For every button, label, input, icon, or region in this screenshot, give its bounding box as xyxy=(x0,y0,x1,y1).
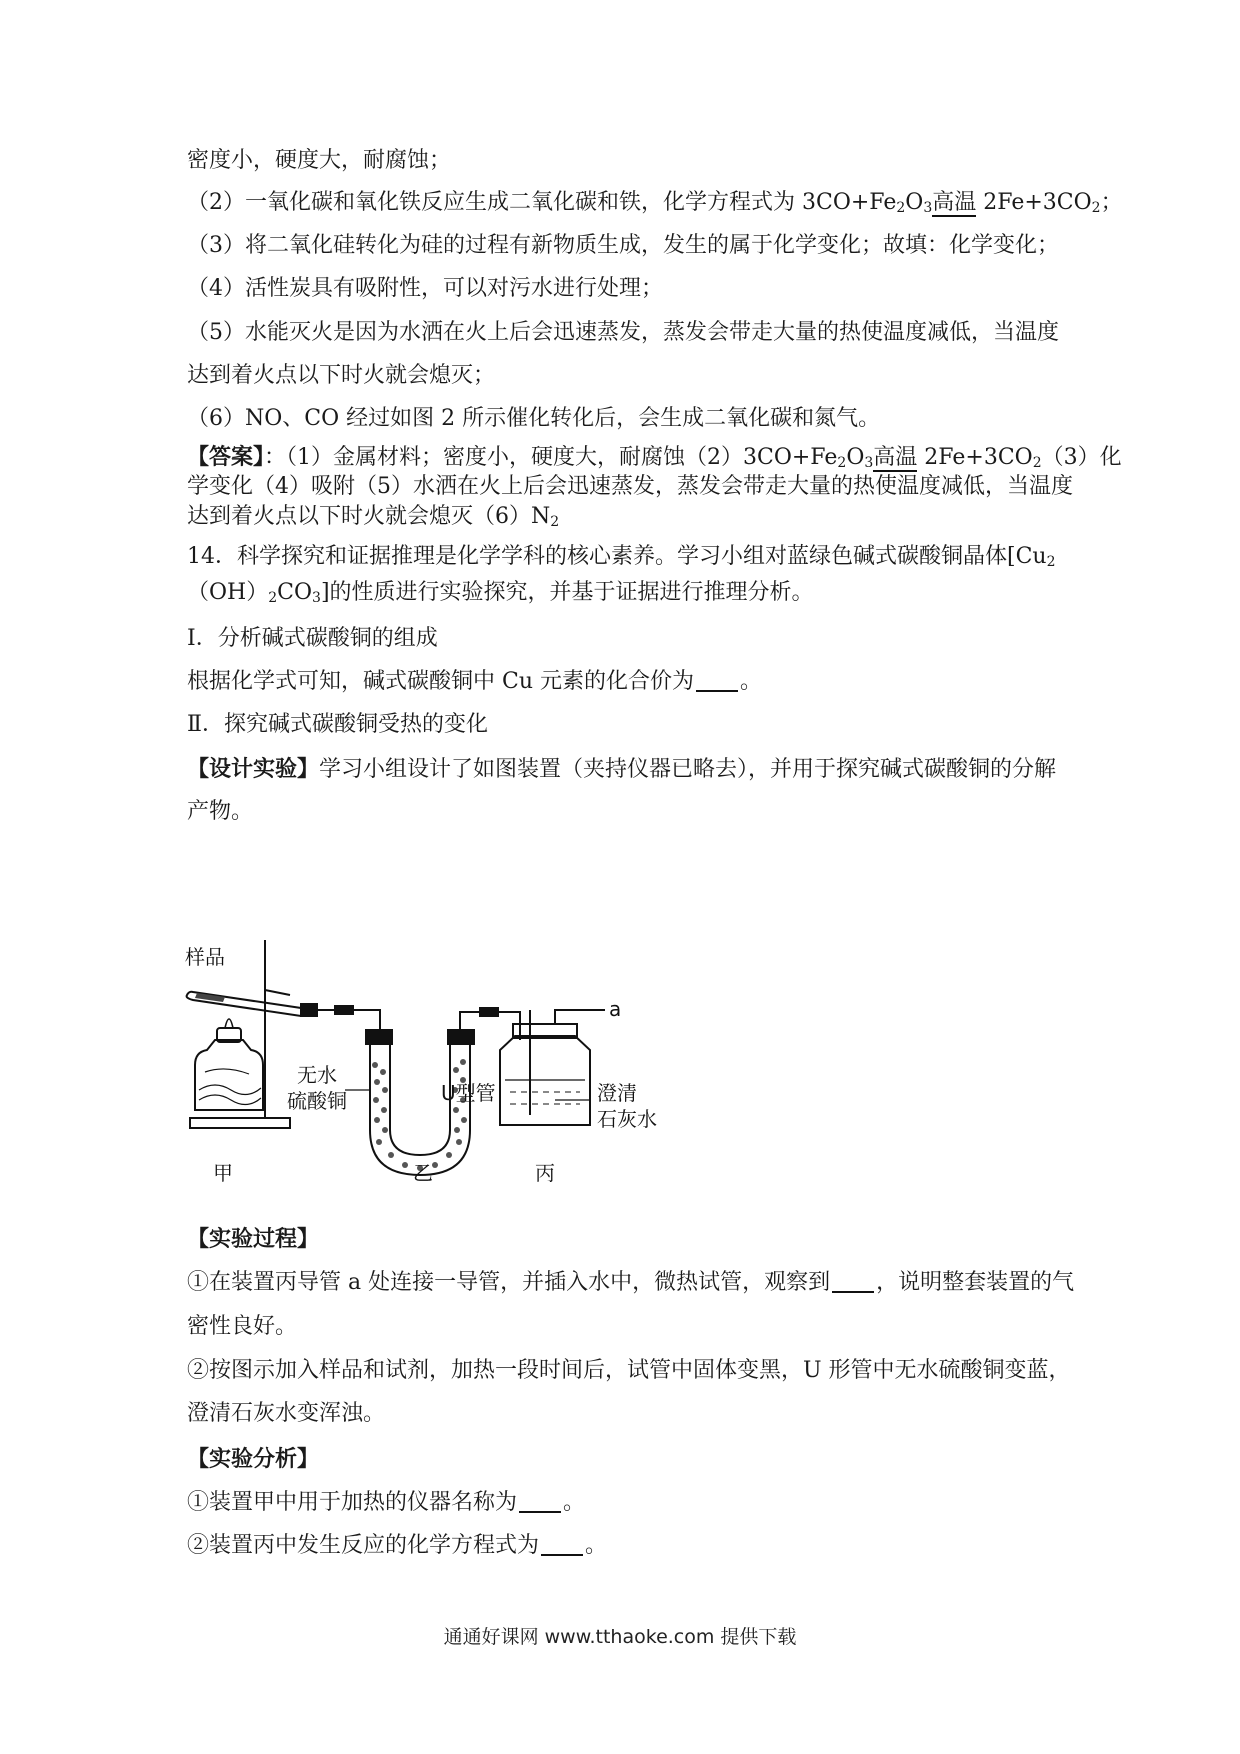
label-limewater: 石灰水 xyxy=(597,1107,657,1131)
text-line: 根据化学式可知，碱式碳酸铜中 Cu 元素的化合价为 。 xyxy=(187,669,763,694)
label-anhydrous: 无水 xyxy=(297,1063,337,1087)
reaction-condition: 高温 xyxy=(932,190,977,215)
label-bing: 丙 xyxy=(535,1161,555,1185)
label-sample: 样品 xyxy=(185,945,225,969)
label-port-a: a xyxy=(609,997,622,1021)
text-line: ②按图示加入样品和试剂，加热一段时间后，试管中固体变黑，U 形管中无水硫酸铜变蓝， xyxy=(187,1358,1071,1383)
answer-label: 【答案】 xyxy=(187,444,265,470)
text-line: 密性良好。 xyxy=(187,1314,298,1339)
section-heading: Ⅱ．探究碱式碳酸铜受热的变化 xyxy=(187,712,488,737)
text-line: （6）NO、CO 经过如图 2 所示催化转化后，会生成二氧化碳和氮气。 xyxy=(187,406,881,431)
text-line: （4）活性炭具有吸附性，可以对污水进行处理； xyxy=(187,276,663,301)
answer-blank xyxy=(832,1271,874,1293)
section-heading: I．分析碱式碳酸铜的组成 xyxy=(187,626,438,651)
answer-blank xyxy=(519,1491,561,1513)
label-u-tube: U型管 xyxy=(441,1081,496,1105)
text-line: （5）水能灭火是因为水洒在火上后会迅速蒸发，蒸发会带走大量的热使温度减低，当温度 xyxy=(187,320,1060,345)
label-jia: 甲 xyxy=(213,1161,233,1185)
text-line: （3）将二氧化硅转化为硅的过程有新物质生成，发生的属于化学变化；故填：化学变化； xyxy=(187,233,1060,258)
text-line: 达到着火点以下时火就会熄灭$(6)N_2$ xyxy=(187,504,560,530)
text-line: 【设计实验】学习小组设计了如图装置（夹持仪器已略去），并用于探究碱式碳酸铜的分解 xyxy=(187,756,1057,782)
text-line: $(OH)_2CO_3$]的性质进行实验探究，并基于证据进行推理分析。 xyxy=(187,580,814,606)
apparatus-figure xyxy=(185,940,715,1210)
text-line: 密度小，硬度大，耐腐蚀； xyxy=(187,148,452,173)
answer-blank xyxy=(541,1534,583,1556)
reaction-condition: 高温 xyxy=(873,445,918,470)
text-line: 澄清石灰水变浑浊。 xyxy=(187,1401,386,1426)
stand-base xyxy=(190,1118,290,1128)
text-line: 学变化（4）吸附（5）水洒在火上后会迅速蒸发，蒸发会带走大量的热使温度减低，当温度 xyxy=(187,474,1073,499)
label-yi: 乙 xyxy=(413,1161,433,1185)
text-line: 【答案】：（1）金属材料；密度小，硬度大，耐腐蚀$(2)3CO+Fe_2O_3$高温 $2Fe+3CO_2(3)$化 xyxy=(187,444,1122,471)
label-limewater: 澄清 xyxy=(597,1081,637,1105)
label-anhydrous: 硫酸铜 xyxy=(287,1089,347,1113)
question-14: 14．科学探究和证据推理是化学学科的核心素养。学习小组对蓝绿色碱式碳酸铜晶体[$Cu_2$ xyxy=(187,544,1056,570)
flame xyxy=(225,1019,233,1028)
text-line: 产物。 xyxy=(187,799,254,824)
answer-blank xyxy=(696,670,738,692)
text-line: 【实验过程】 xyxy=(187,1226,320,1252)
text-line: ②装置丙中发生反应的化学方程式为 。 xyxy=(187,1533,608,1558)
text-line: 【实验分析】 xyxy=(187,1446,320,1472)
text-line: 达到着火点以下时火就会熄灭； xyxy=(187,363,496,388)
text-line: （2）一氧化碳和氧化铁反应生成二氧化碳和铁，化学方程式为 $3CO+Fe_2O_3$高温 $2Fe+3CO_2$； xyxy=(187,190,1123,216)
text-line: ①装置甲中用于加热的仪器名称为 。 xyxy=(187,1490,586,1515)
page-footer: 通通好课网 www.tthaoke.com 提供下载 xyxy=(443,1626,797,1648)
text-line: ①在装置丙导管 a 处连接一导管，并插入水中，微热试管，观察到 ，说明整套装置的气 xyxy=(187,1270,1075,1295)
